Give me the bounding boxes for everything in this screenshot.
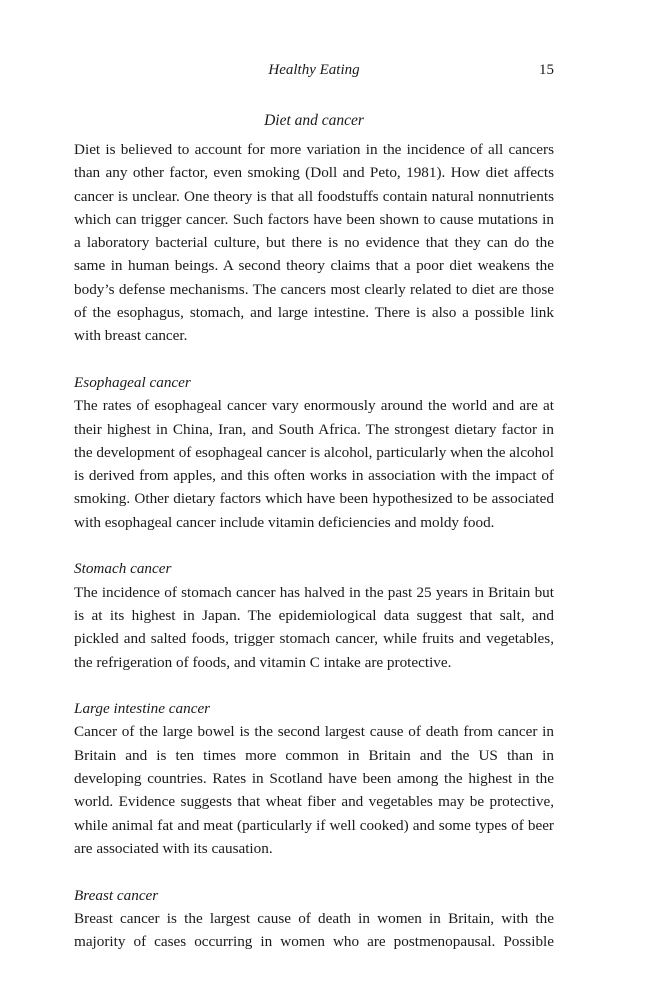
book-page (74, 0, 554, 1000)
subsection-heading-breast: Breast cancer (74, 886, 159, 904)
running-header (74, 62, 554, 84)
section-title: Diet and cancer (264, 112, 364, 129)
intro-paragraph: Diet is believed to account for more variation in the incidence of all cancers than any other factor, even smoking (Doll and Peto, 1981). How diet affects cancer is unclear. One theory is that all foodstuffs contain natural nonnutrients which can trigger cancer. Such factors have been shown to cause mutations in a laboratory bacterial culture, but there is no evidence that they can do the same in human beings. A second theory claims that a poor diet weakens the body’s defense mechanisms. The cancers most clearly related to diet are those of the esophagus, stomach, and large intestine. There is also a possible link with breast cancer. (74, 141, 554, 345)
subsection-heading-esophageal: Esophageal cancer (74, 373, 191, 391)
subsection-heading-stomach: Stomach cancer (74, 560, 172, 578)
section-body (74, 138, 554, 953)
subsection-text-large-intestine: Cancer of the large bowel is the second largest cause of death from cancer in Britain and is ten times more common in Britain and the US than in developing countries. Rates in Scotland have been among the highest in the world. Evidence suggests that wheat fiber and vegetables may be protective, while animal fat and meat (particularly if well cooked) and some types of beer are associated with its causation. (74, 723, 554, 857)
subsection-text-stomach: The incidence of stomach cancer has halved in the past 25 years in Britain but is at its highest in Japan. The epidemiological data suggest that salt, and pickled and salted foods, trigger stomach cancer, while fruits and vegetables, the refrigeration of foods, and vitamin C intake are protective. (74, 583, 554, 671)
page-number: 15 (539, 62, 554, 78)
subsection-text-breast: Breast cancer is the largest cause of death in women in Britain, with the majority of cases occurring in women who are postmenopausal. Possible (74, 909, 554, 951)
subsection-text-esophageal: The rates of esophageal cancer vary enormously around the world and are at their highest in China, Iran, and South Africa. The strongest dietary factor in the development of esophageal cancer is alcohol, particularly when the alcohol is derived from apples, and this often works in association with the impact of smoking. Other dietary factors which have been hypothesized to be associated with esophageal cancer include vitamin deficiencies and moldy food. (74, 397, 554, 531)
running-title: Healthy Eating (268, 62, 360, 78)
subsection-heading-large-intestine: Large intestine cancer (74, 700, 211, 718)
